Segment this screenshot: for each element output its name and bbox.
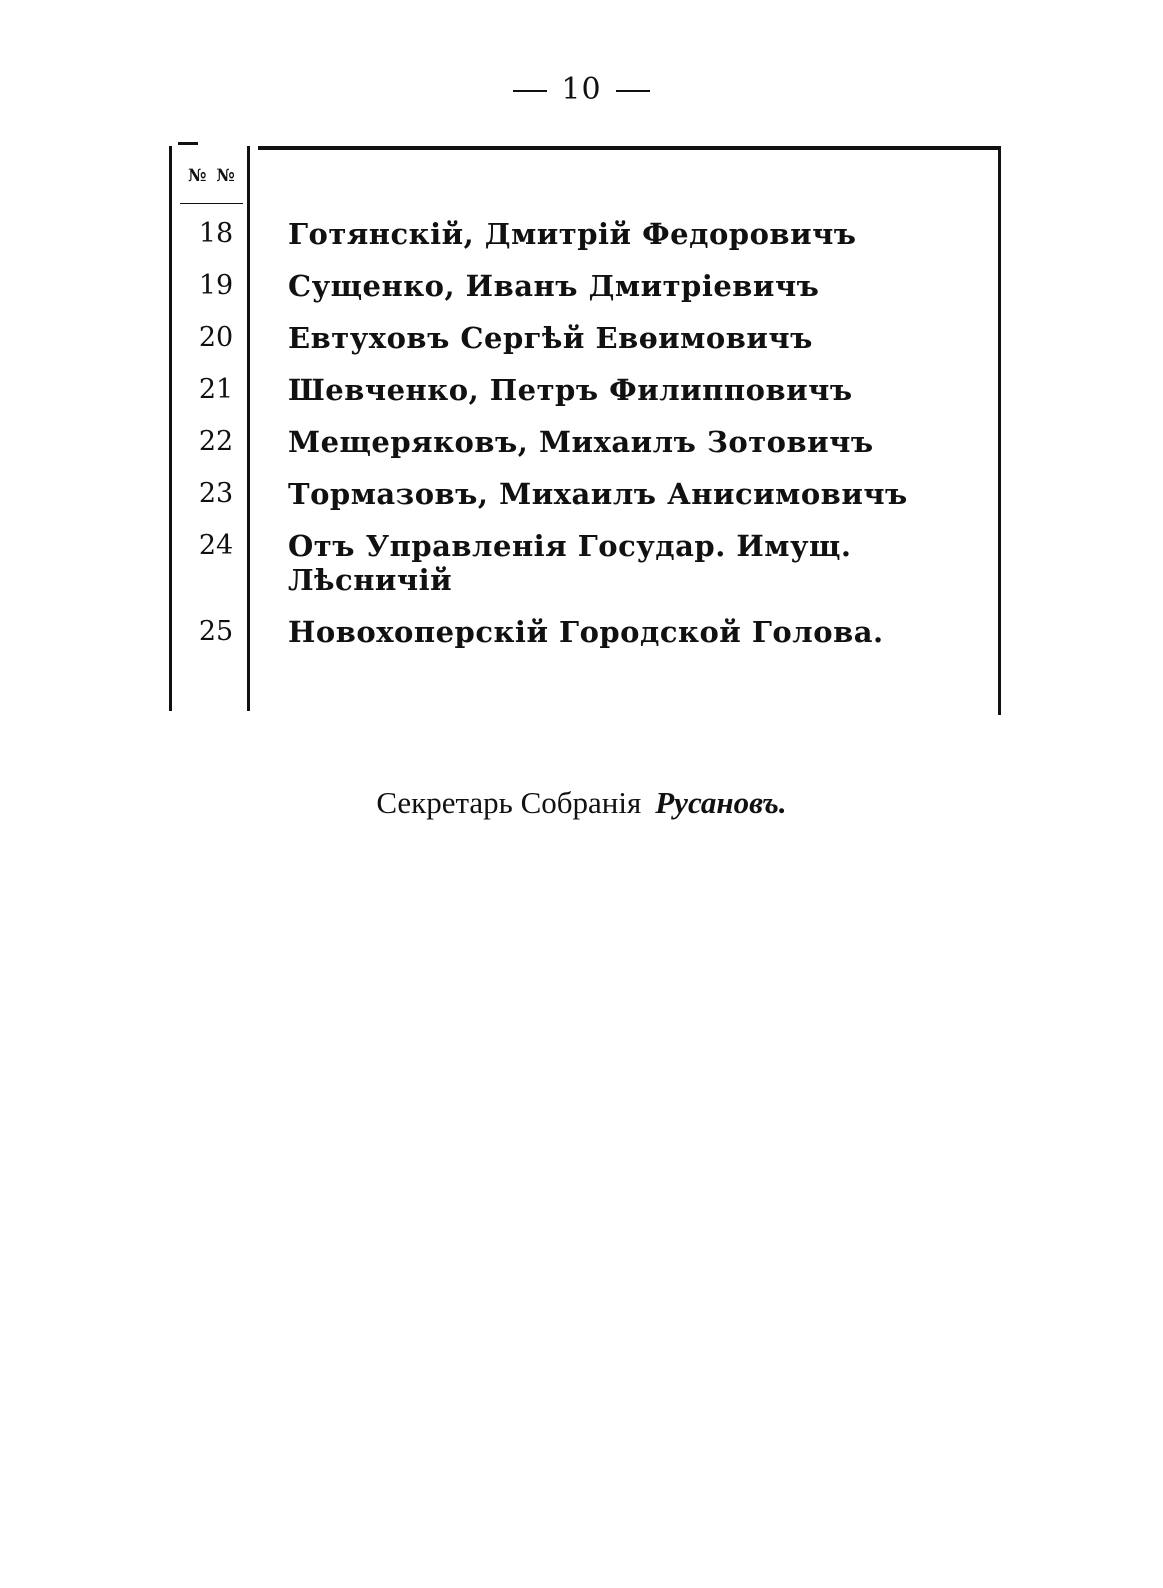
row-name: Новохоперскій Городской Голова. xyxy=(288,615,884,649)
table-column-divider xyxy=(247,146,250,711)
table-top-rule-left xyxy=(178,142,198,145)
row-number: 22 xyxy=(198,426,234,457)
page-number-text: 10 xyxy=(561,72,602,107)
page-number-dash-left xyxy=(513,90,547,92)
secretary-signature xyxy=(0,785,1163,821)
row-number: 24 xyxy=(198,530,234,561)
row-name: Шевченко, Петръ Филипповичъ xyxy=(288,373,853,407)
row-number: 23 xyxy=(198,478,234,509)
row-number: 25 xyxy=(198,616,234,647)
row-name: Мещеряковъ, Михаилъ Зотовичъ xyxy=(288,425,874,459)
table-right-border xyxy=(998,150,1001,715)
table-left-border xyxy=(169,146,172,711)
signature-title: Секретарь Собранія xyxy=(376,785,642,820)
table-top-rule xyxy=(258,146,1001,150)
signature-name: Русановъ. xyxy=(655,785,787,820)
row-number: 21 xyxy=(198,374,234,405)
page-number-dash-right xyxy=(616,90,650,92)
row-name: Готянскій, Дмитрій Федоровичъ xyxy=(288,217,857,251)
row-number: 19 xyxy=(198,270,234,301)
row-name-continuation: Лѣсничій xyxy=(288,563,453,597)
row-name: Сущенко, Иванъ Дмитріевичъ xyxy=(288,269,820,303)
row-number: 18 xyxy=(198,218,234,249)
column-header-number: № № xyxy=(188,166,237,186)
row-number: 20 xyxy=(198,322,234,353)
row-name: Евтуховъ Сергѣй Евѳимовичъ xyxy=(288,321,813,355)
row-name: Тормазовъ, Михаилъ Анисимовичъ xyxy=(288,477,908,511)
row-name: Отъ Управленія Государ. Имущ. xyxy=(288,529,852,563)
page-number xyxy=(0,72,1163,107)
header-underline xyxy=(180,203,243,204)
